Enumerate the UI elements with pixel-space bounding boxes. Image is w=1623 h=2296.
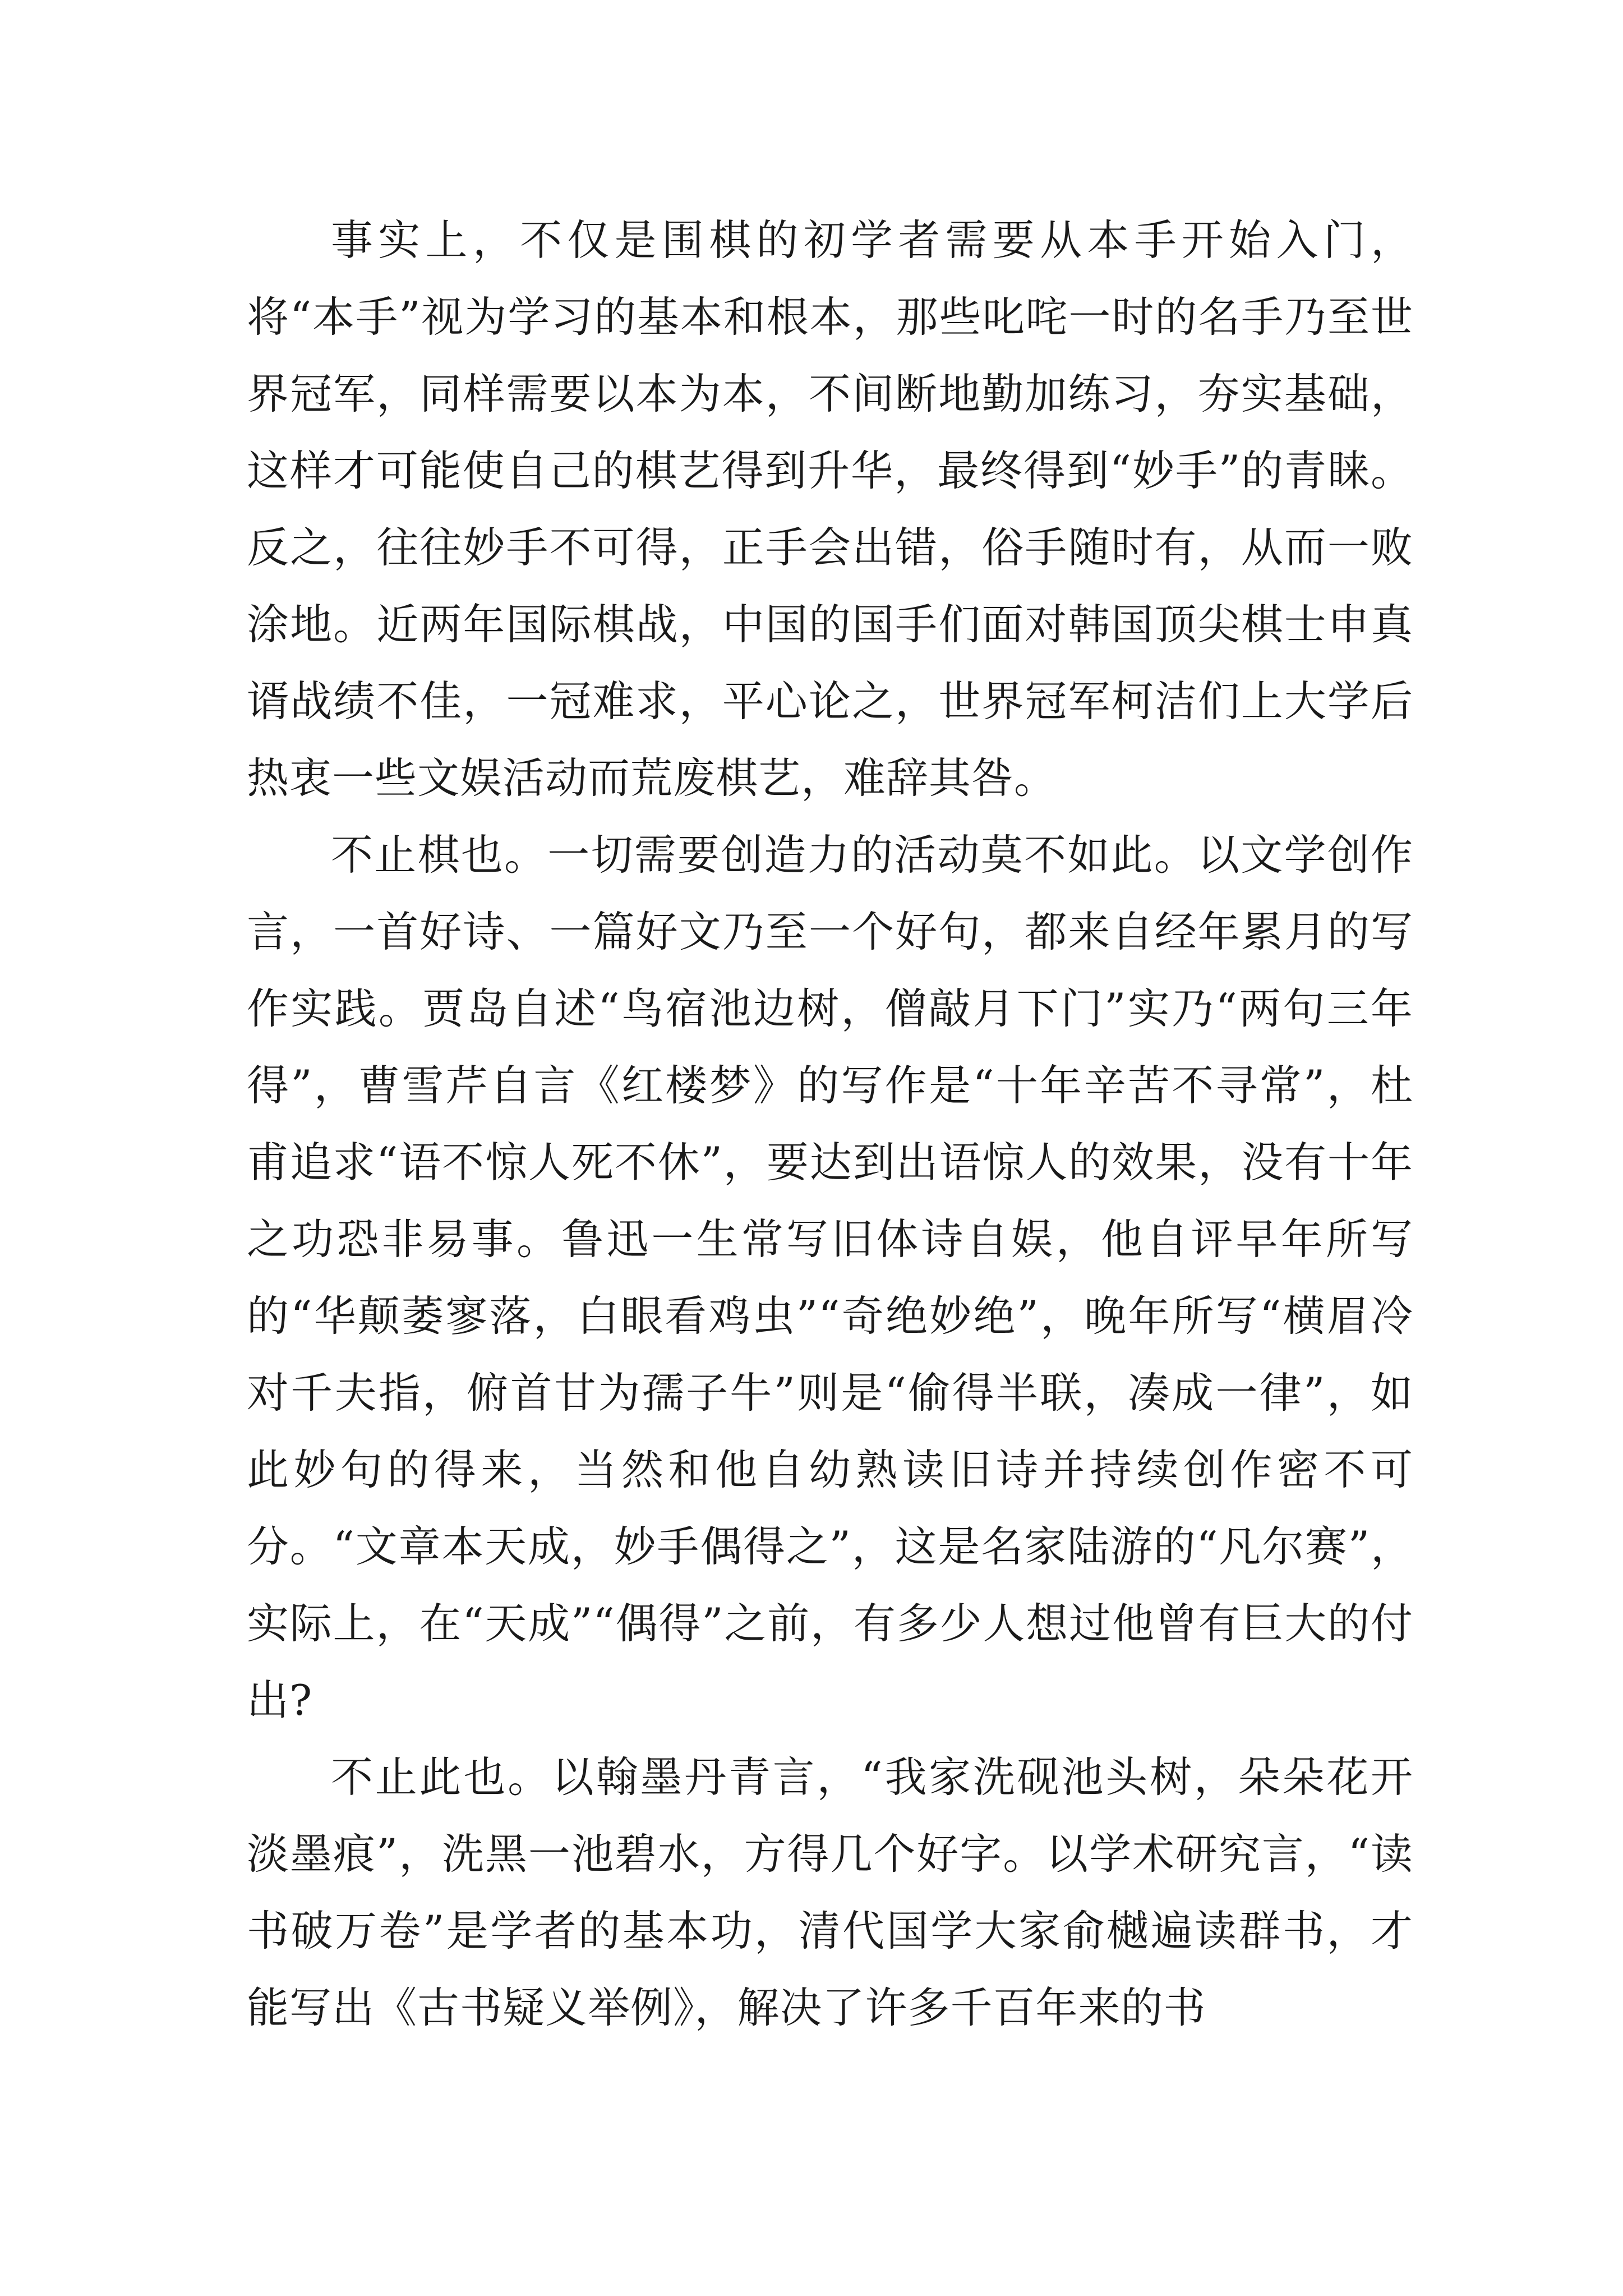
article-body <box>247 202 1413 2046</box>
paragraph-go-basics: 事实上，不仅是围棋的初学者需要从本手开始入门，将“本手”视为学习的基本和根本，那些叱咤一时的名手乃至世界冠军，同样需要以本为本，不间断地勤加练习，夯实基础，这样才可能使自己的棋艺得到升华，最终得到“妙手”的青睐。反之，往往妙手不可得，正手会出错，俗手随时有，从而一败涂地。近两年国际棋战，中国的国手们面对韩国顶尖棋士申真谞战绩不佳，一冠难求，平心论之，世界冠军柯洁们上大学后热衷一些文娱活动而荒废棋艺，难辞其咎。 <box>247 215 1413 803</box>
paragraph-calligraphy-scholarship: 不止此也。以翰墨丹青言，“我家洗砚池头树，朵朵花开淡墨痕”，洗黑一池碧水，方得几个好字。以学术研究言，“读书破万卷”是学者的基本功，清代国学大家俞樾遍读群书，才能写出《古书疑义举例》，解决了许多千百年来的书 <box>247 1752 1413 2032</box>
paragraph-literary-creation: 不止棋也。一切需要创造力的活动莫不如此。以文学创作言，一首好诗、一篇好文乃至一个好句，都来自经年累月的写作实践。贾岛自述“鸟宿池边树，僧敲月下门”实乃“两句三年得”，曹雪芹自言《红楼梦》的写作是“十年辛苦不寻常”，杜甫追求“语不惊人死不休”，要达到出语惊人的效果，没有十年之功恐非易事。鲁迅一生常写旧体诗自娱，他自评早年所写的“华颠萎寥落，白眼看鸡虫”“奇绝妙绝”，晚年所写“横眉冷对千夫指，俯首甘为孺子牛”则是“偷得半联，凑成一律”，如此妙句的得来，当然和他自幼熟读旧诗并持续创作密不可分。“文章本天成，妙手偶得之”，这是名家陆游的“凡尔赛”，实际上，在“天成”“偶得”之前，有多少人想过他曾有巨大的付出? <box>247 830 1413 1725</box>
